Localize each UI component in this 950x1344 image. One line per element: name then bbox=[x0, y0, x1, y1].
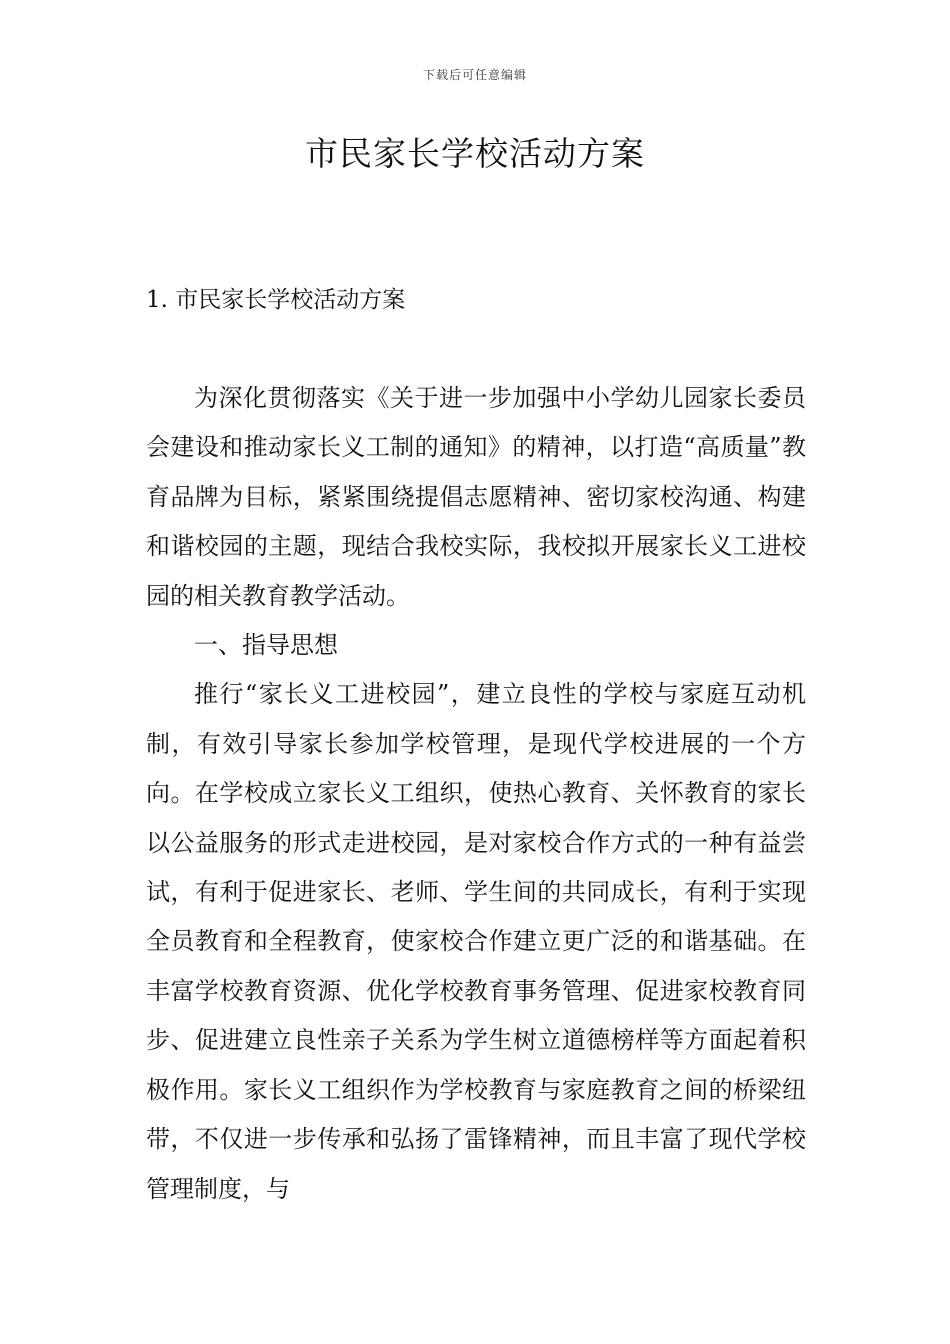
subheading-guiding-ideology: 一、指导思想 bbox=[194, 631, 338, 660]
guiding-ideology-paragraph: 推行“家长义工进校园”，建立良性的学校与家庭互动机制，有效引导家长参加学校管理，是现代学校进展的一个方向。在学校成立家长义工组织，使热心教育、关怀教育的家长以公益服务的形式走进校园，是对家校合作方式的一种有益尝试，有利于促进家长、老师、学生间的共同成长，有利于实现全员教育和全程教育，使家校合作建立更广泛的和谐基础。在丰富学校教育资源、优化学校教育事务管理、促进家校教育同步、促进建立良性亲子关系为学生树立道德榜样等方面起着积极作用。家长义工组织作为学校教育与家庭教育之间的桥梁纽带，不仅进一步传承和弘扬了雷锋精神，而且丰富了现代学校管理制度，与 bbox=[146, 680, 806, 1203]
section-heading: 1. 市民家长学校活动方案 bbox=[146, 287, 406, 313]
header-note: 下载后可任意编辑 bbox=[422, 68, 527, 82]
intro-paragraph: 为深化贯彻落实《关于进一步加强中小学幼儿园家长委员会建设和推动家长义工制的通知》的精神，以打造“高质量”教育品牌为目标，紧紧围绕提倡志愿精神、密切家校沟通、构建和谐校园的主题，现结合我校实际，我校拟开展家长义工进校园的相关教育教学活动。 bbox=[146, 384, 806, 610]
document-body bbox=[146, 374, 806, 1214]
page-title: 市民家长学校活动方案 bbox=[305, 134, 645, 173]
